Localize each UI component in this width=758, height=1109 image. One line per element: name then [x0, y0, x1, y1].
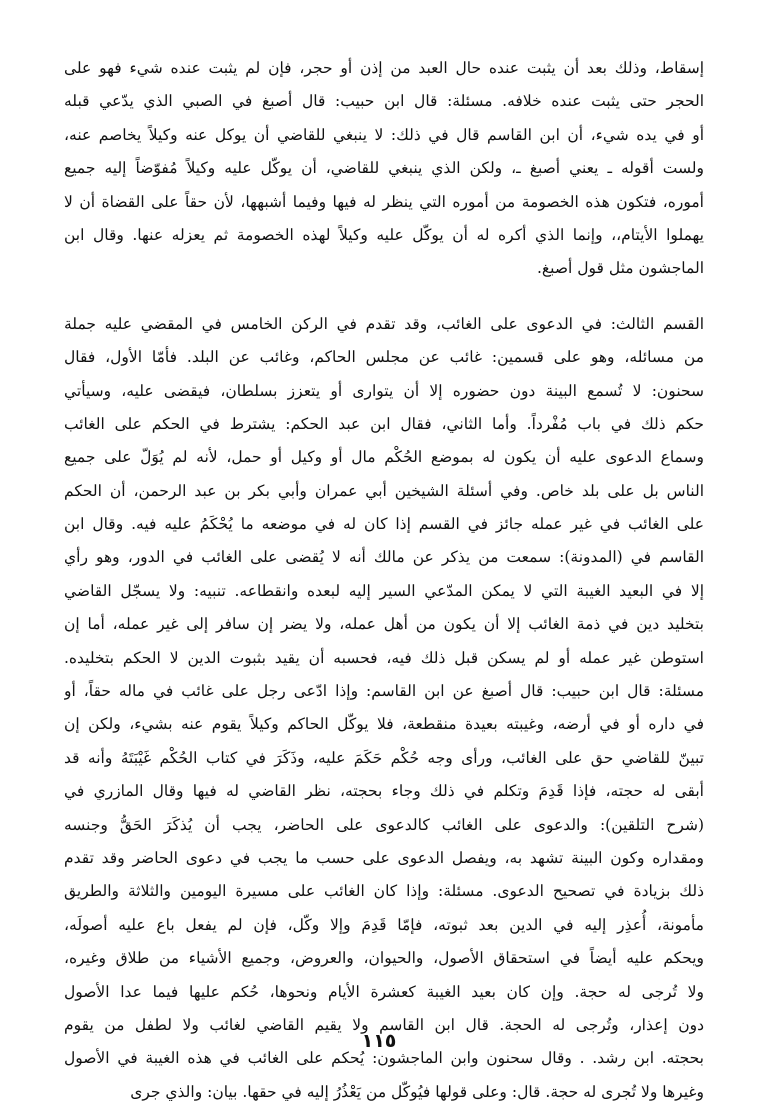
text-line: ولست أقوله ـ يعني أصبغ ـ، ولكن الذي ينبغي للقاضي، أن يوكّل عليه وكيلاً مُفوّضاً إليه جميع [64, 159, 704, 178]
text-line: بحجته. ابن رشد. . وقال سحنون وابن الماجشون: يُحكم على الغائب في هذه الغيبة في الأصول [64, 1049, 704, 1068]
text-line: القاسم في (المدونة): سمعت من يذكر عن مالك أنه لا يُقضى على الغائب في الدور، وهو رأي [64, 548, 704, 567]
text-line: القسم الثالث: في الدعوى على الغائب، وقد تقدم في الركن الخامس في المقضي عليه جملة [64, 314, 704, 333]
text-line: ولا تُرجى له حجة. وإن كان بعيد الغيبة كعشرة الأيام ونحوها، حُكم عليها فيما عدا الأصول [64, 982, 704, 1001]
text-line: الحجر حتى يثبت عنده خلافه. مسئلة: قال ابن حبيب: قال أصبغ في الصبي الذي يدّعي قبله [64, 92, 704, 111]
text-line: حكم ذلك في باب مُفْرداً. وأما الثاني، فقال ابن عبد الحكم: يشترط في الحكم على الغائب [64, 414, 704, 433]
page-number: ١١٥ [361, 1030, 397, 1052]
text-line: وغيرها ولا تُجرى له حجة. قال: وعلى قولها فيُوكّل من يَعْذُرُ إليه في حقها. بيان: والذي جرى [130, 1082, 704, 1101]
text-line: أو في يده شيء، أن ابن القاسم قال في ذلك: لا ينبغي للقاضي أن يوكل عنه وكيلاً يخاصم عنه، [64, 125, 704, 144]
paragraph-minor-ward [64, 52, 704, 286]
text-line: أبقى له حجته، فإذا قَدِمَ وتكلم في ذلك وجاء بحجته، نظر القاضي له فيها وقال المازري في [64, 782, 704, 801]
text-line: مسئلة: قال ابن حبيب: قال أصبغ عن ابن القاسم: وإذا ادّعى رجل على غائب في ماله حقاً، أو [64, 682, 704, 701]
text-line: وسماع الدعوى عليه أن يكون له بموضع الحُكْم مال أو وكيل أو حمل، لأنه لم يُوَلّ على جميع [64, 448, 704, 467]
text-line: ذلك بزيادة في تصحيح الدعوى. مسئلة: وإذا كان الغائب على مسيرة اليومين والثلاثة والطريق [64, 882, 704, 901]
text-line: الناس بل على بلد خاص. وفي أسئلة الشيخين أبي عمران وأبي بكر بن عبد الرحمن، أن الحكم [64, 481, 704, 500]
document-page [64, 52, 704, 1109]
paragraph-gap [64, 286, 704, 308]
text-line: يهملوا الأيتام،، وإنما الذي أكره له أن يوكّل عليه وكيلاً لهذه الخصومة ثم يعزله عنها. وقال ابن [64, 225, 704, 244]
text-line: سحنون: لا تُسمع البينة دون حضوره إلا أن يتوارى أو يتعزز بسلطان، فيقضى عليه، وسيأتي [64, 381, 704, 400]
text-line: بتخليد دين في ذمة الغائب إلا أن يكون من أهل عمله، ولا يضر إن سافر إلى غير عمله، أما إن [64, 615, 704, 634]
text-line: من مسائله، وهو على قسمين: غائب عن مجلس الحاكم، وغائب عن البلد. فأمّا الأول، فقال [64, 348, 704, 367]
text-line: إسقاط، وذلك بعد أن يثبت عنده حال العبد من إذن أو حجر، فإن لم يثبت عنده شيء فهو على [64, 59, 704, 77]
text-line: دون إعذار، وتُرجى له الحجة. قال ابن القاسم ولا يقيم القاضي لغائب ولا لطفل من يقوم [64, 1015, 704, 1034]
text-line: الماجشون مثل قول أصبغ. [536, 259, 704, 278]
text-line: مأمونة، أُعذِر إليه في الدين بعد ثبوته، فإمّا قَدِمَ وإلا وكّل، فإن لم يفعل باع عليه أصولَه، [64, 915, 704, 934]
text-line: (شرح التلقين): والدعوى على الغائب كالدعوى على الحاضر، يجب أن يُذكَرَ الحَقُّ وجنسه [64, 815, 704, 834]
text-line: في داره أو في أرضه، وغيبته بعيدة منقطعة، فلا يوكّل الحاكم وكيلاً يقوم عنه بشيء، ولكن إن [64, 715, 704, 734]
text-line: استوطن غير عمله أو لم يسكن قبل ذلك فيه، فحسبه أن يقيد بثبوت الدين لا الحكم بتخليده. [64, 648, 704, 667]
text-line: أموره، فتكون هذه الخصومة من أموره التي ينظر له فيها وفيما أشبهها، لأن حقاً على القضاة أن لا [64, 192, 704, 211]
text-line: ومقداره وكون البينة تشهد به، ويفصل الدعوى على حسب ما يجب في دعوى الحاضر وقد تقدم [64, 848, 704, 867]
text-line: إلا في البعيد الغيبة التي لا يمكن المدّعي السير إليه لبعده وانقطاعه. تنبيه: ولا يسجّل القاضي [64, 581, 704, 600]
text-line: تبينّ للقاضي حق على الغائب، ورأى وجه حُكْم حَكَمَ عليه، وذَكَرَ في كتاب الحُكْم غَيْبَتَهُ وأنه قد [64, 748, 704, 767]
paragraph-section-three-absent [64, 308, 704, 1109]
text-line: على الغائب في غير عمله جائز في القسم إذا كان له في موضعه ما يُحْكَمُ عليه فيه. وقال ابن [64, 515, 704, 534]
text-line: ويحكم عليه أيضاً في استحقاق الأصول، والحيوان، والعروض، وجميع الأشياء من طلاق وغيره، [64, 949, 704, 968]
